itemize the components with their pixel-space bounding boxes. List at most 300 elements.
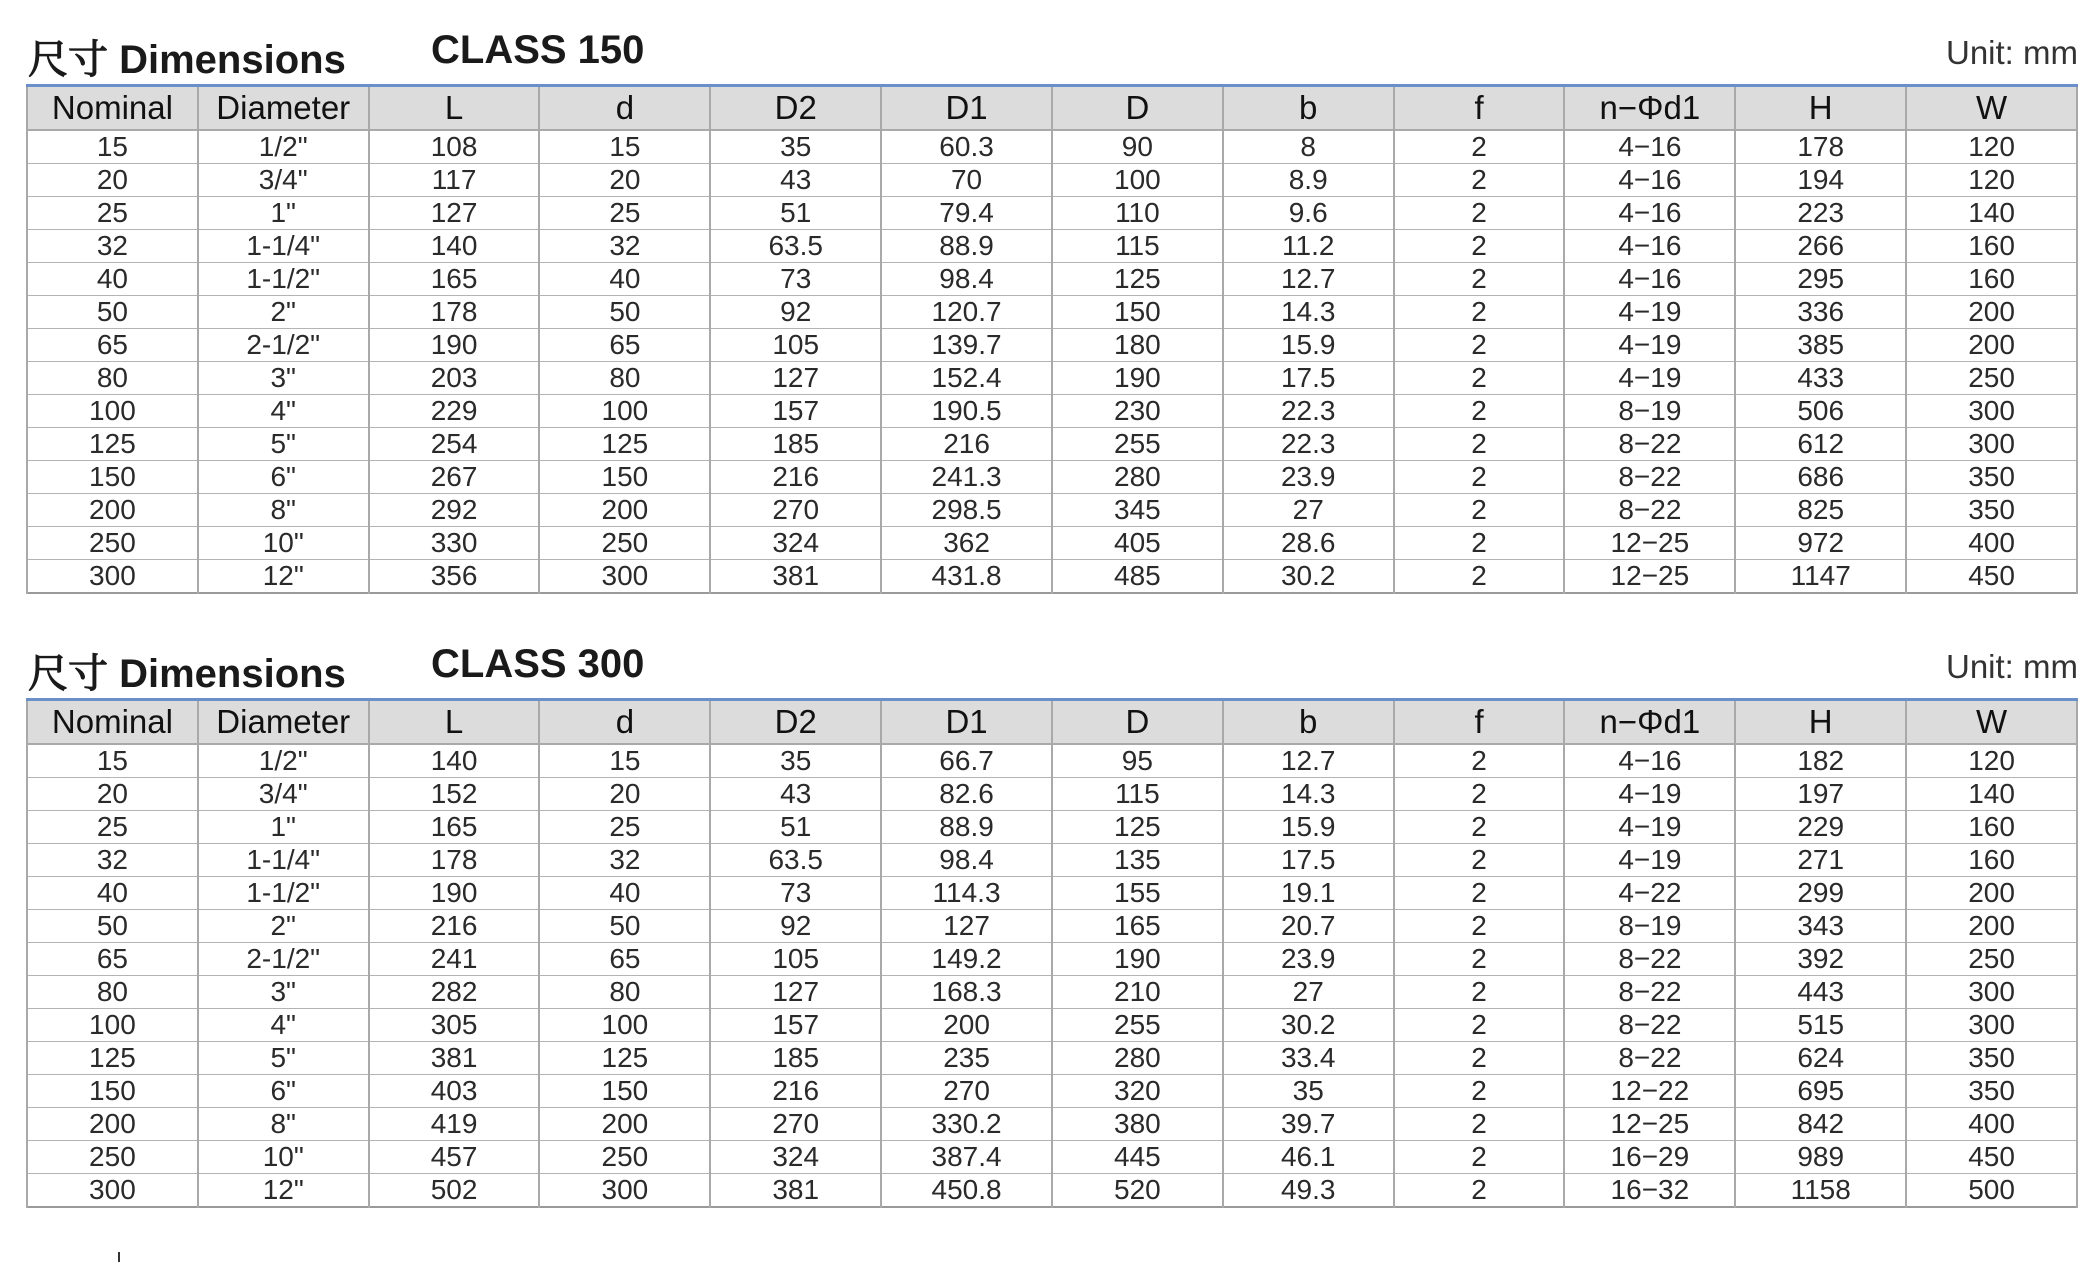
table-cell: 2 [1394, 778, 1565, 811]
table-cell: 92 [710, 296, 881, 329]
table-row [27, 296, 2077, 329]
table-cell: 125 [1052, 811, 1223, 844]
table-cell: 1-1/2" [198, 877, 369, 910]
column-header: Nominal [27, 86, 198, 131]
table-cell: 11.2 [1223, 230, 1394, 263]
table-cell: 8" [198, 1108, 369, 1141]
table-cell: 4−19 [1564, 844, 1735, 877]
table-cell: 300 [27, 560, 198, 594]
table-row [27, 778, 2077, 811]
table-cell: 1-1/2" [198, 263, 369, 296]
table-row [27, 1009, 2077, 1042]
table-cell: 139.7 [881, 329, 1052, 362]
table-cell: 400 [1906, 1108, 2077, 1141]
table-cell: 178 [1735, 130, 1906, 164]
table-cell: 12−25 [1564, 1108, 1735, 1141]
table-cell: 150 [539, 461, 710, 494]
table-cell: 8−19 [1564, 910, 1735, 943]
table-cell: 443 [1735, 976, 1906, 1009]
table-row [27, 329, 2077, 362]
table-row [27, 560, 2077, 594]
table-cell: 695 [1735, 1075, 1906, 1108]
table-cell: 300 [1906, 976, 2077, 1009]
column-header: Diameter [198, 86, 369, 131]
table-cell: 392 [1735, 943, 1906, 976]
table-cell: 3" [198, 976, 369, 1009]
table-row [27, 910, 2077, 943]
table-cell: 190 [1052, 362, 1223, 395]
table-cell: 4−16 [1564, 744, 1735, 778]
table-cell: 140 [369, 744, 540, 778]
table-row [27, 230, 2077, 263]
table-cell: 336 [1735, 296, 1906, 329]
table-cell: 140 [1906, 778, 2077, 811]
table-cell: 686 [1735, 461, 1906, 494]
table-cell: 43 [710, 164, 881, 197]
table-row [27, 1042, 2077, 1075]
table-cell: 8−22 [1564, 428, 1735, 461]
table-cell: 2 [1394, 428, 1565, 461]
table-cell: 972 [1735, 527, 1906, 560]
table-cell: 100 [1052, 164, 1223, 197]
table-cell: 255 [1052, 1009, 1223, 1042]
table-cell: 9.6 [1223, 197, 1394, 230]
table-cell: 216 [710, 1075, 881, 1108]
column-header: D [1052, 700, 1223, 745]
table-cell: 280 [1052, 1042, 1223, 1075]
table-cell: 2 [1394, 844, 1565, 877]
table-cell: 190 [1052, 943, 1223, 976]
table-cell: 1" [198, 197, 369, 230]
table-cell: 35 [710, 744, 881, 778]
table-cell: 180 [1052, 329, 1223, 362]
table-cell: 380 [1052, 1108, 1223, 1141]
column-header: L [369, 86, 540, 131]
table-cell: 2 [1394, 910, 1565, 943]
table-cell: 515 [1735, 1009, 1906, 1042]
table-cell: 229 [1735, 811, 1906, 844]
table-cell: 4−22 [1564, 877, 1735, 910]
table-cell: 25 [27, 811, 198, 844]
table-cell: 73 [710, 263, 881, 296]
table-cell: 30.2 [1223, 560, 1394, 594]
table-cell: 2 [1394, 1174, 1565, 1208]
table-row [27, 1174, 2077, 1208]
table-cell: 40 [27, 263, 198, 296]
table-cell: 115 [1052, 778, 1223, 811]
table-cell: 381 [710, 560, 881, 594]
table-cell: 2 [1394, 164, 1565, 197]
table-cell: 200 [1906, 877, 2077, 910]
table-cell: 3/4" [198, 164, 369, 197]
table-cell: 15.9 [1223, 329, 1394, 362]
table-cell: 1-1/4" [198, 844, 369, 877]
table-cell: 140 [1906, 197, 2077, 230]
table-cell: 8−19 [1564, 395, 1735, 428]
table-row [27, 943, 2077, 976]
table-cell: 356 [369, 560, 540, 594]
unit-label: Unit: mm [1946, 648, 2078, 685]
table-row [27, 494, 2077, 527]
table-cell: 4−19 [1564, 329, 1735, 362]
table-cell: 270 [881, 1075, 1052, 1108]
column-header: n−Φd1 [1564, 700, 1735, 745]
table-cell: 120.7 [881, 296, 1052, 329]
table-cell: 450.8 [881, 1174, 1052, 1208]
table-cell: 16−32 [1564, 1174, 1735, 1208]
table-cell: 299 [1735, 877, 1906, 910]
table-cell: 324 [710, 1141, 881, 1174]
table-cell: 4−19 [1564, 811, 1735, 844]
table-cell: 292 [369, 494, 540, 527]
table-cell: 40 [27, 877, 198, 910]
table-cell: 1158 [1735, 1174, 1906, 1208]
table-cell: 80 [539, 976, 710, 1009]
table-cell: 150 [1052, 296, 1223, 329]
table-row [27, 1075, 2077, 1108]
table-cell: 457 [369, 1141, 540, 1174]
table-cell: 190 [369, 877, 540, 910]
table-cell: 92 [710, 910, 881, 943]
table-cell: 300 [1906, 428, 2077, 461]
table-cell: 400 [1906, 527, 2077, 560]
table-cell: 12.7 [1223, 263, 1394, 296]
table-cell: 431.8 [881, 560, 1052, 594]
table-cell: 160 [1906, 844, 2077, 877]
table-cell: 2 [1394, 560, 1565, 594]
table-cell: 27 [1223, 976, 1394, 1009]
table-cell: 4" [198, 1009, 369, 1042]
table-cell: 17.5 [1223, 844, 1394, 877]
table-cell: 4−16 [1564, 130, 1735, 164]
table-row [27, 164, 2077, 197]
table-cell: 405 [1052, 527, 1223, 560]
table-cell: 223 [1735, 197, 1906, 230]
table-cell: 117 [369, 164, 540, 197]
table-row [27, 1108, 2077, 1141]
table-cell: 450 [1906, 1141, 2077, 1174]
table-cell: 160 [1906, 811, 2077, 844]
table-cell: 88.9 [881, 811, 1052, 844]
class-label: CLASS 300 [431, 642, 645, 686]
table-cell: 12−25 [1564, 560, 1735, 594]
table-cell: 241 [369, 943, 540, 976]
table-cell: 250 [27, 1141, 198, 1174]
table-cell: 8.9 [1223, 164, 1394, 197]
table-cell: 350 [1906, 1075, 2077, 1108]
table-row [27, 527, 2077, 560]
table-cell: 612 [1735, 428, 1906, 461]
table-cell: 10" [198, 527, 369, 560]
table-cell: 82.6 [881, 778, 1052, 811]
table-cell: 270 [710, 1108, 881, 1141]
table-cell: 324 [710, 527, 881, 560]
table-cell: 8−22 [1564, 494, 1735, 527]
table-cell: 15 [27, 130, 198, 164]
section-header [26, 22, 2078, 84]
table-cell: 155 [1052, 877, 1223, 910]
table-cell: 842 [1735, 1108, 1906, 1141]
table-cell: 433 [1735, 362, 1906, 395]
table-cell: 254 [369, 428, 540, 461]
table-cell: 12" [198, 1174, 369, 1208]
table-cell: 2 [1394, 877, 1565, 910]
table-cell: 22.3 [1223, 428, 1394, 461]
table-cell: 60.3 [881, 130, 1052, 164]
table-cell: 100 [27, 395, 198, 428]
table-cell: 33.4 [1223, 1042, 1394, 1075]
table-cell: 178 [369, 296, 540, 329]
table-cell: 165 [369, 263, 540, 296]
table-cell: 216 [881, 428, 1052, 461]
table-cell: 200 [27, 1108, 198, 1141]
table-row [27, 395, 2077, 428]
table-cell: 8" [198, 494, 369, 527]
column-header: W [1906, 86, 2077, 131]
dimensions-table [26, 84, 2078, 594]
table-cell: 200 [539, 494, 710, 527]
table-cell: 2 [1394, 494, 1565, 527]
table-cell: 73 [710, 877, 881, 910]
table-cell: 250 [1906, 362, 2077, 395]
table-cell: 98.4 [881, 844, 1052, 877]
table-cell: 50 [27, 910, 198, 943]
table-cell: 100 [539, 395, 710, 428]
table-cell: 95 [1052, 744, 1223, 778]
table-cell: 63.5 [710, 230, 881, 263]
table-cell: 79.4 [881, 197, 1052, 230]
dimensions-table [26, 698, 2078, 1208]
table-cell: 127 [710, 362, 881, 395]
table-cell: 135 [1052, 844, 1223, 877]
table-row [27, 844, 2077, 877]
section-title: 尺寸 Dimensions [28, 38, 346, 82]
table-cell: 50 [539, 910, 710, 943]
table-cell: 110 [1052, 197, 1223, 230]
table-cell: 165 [1052, 910, 1223, 943]
table-row [27, 461, 2077, 494]
table-cell: 250 [1906, 943, 2077, 976]
table-row [27, 1141, 2077, 1174]
table-cell: 2 [1394, 1075, 1565, 1108]
table-cell: 108 [369, 130, 540, 164]
table-cell: 65 [27, 943, 198, 976]
table-cell: 8−22 [1564, 1009, 1735, 1042]
table-cell: 12" [198, 560, 369, 594]
column-header: b [1223, 86, 1394, 131]
table-cell: 152 [369, 778, 540, 811]
table-cell: 250 [539, 1141, 710, 1174]
table-cell: 51 [710, 811, 881, 844]
table-cell: 1147 [1735, 560, 1906, 594]
table-cell: 15 [539, 130, 710, 164]
table-row [27, 362, 2077, 395]
table-cell: 15.9 [1223, 811, 1394, 844]
table-cell: 2 [1394, 744, 1565, 778]
table-row [27, 263, 2077, 296]
table-cell: 216 [710, 461, 881, 494]
column-header: D2 [710, 700, 881, 745]
table-cell: 2 [1394, 197, 1565, 230]
table-cell: 65 [539, 943, 710, 976]
table-cell: 200 [539, 1108, 710, 1141]
table-cell: 50 [539, 296, 710, 329]
table-cell: 140 [369, 230, 540, 263]
table-cell: 300 [1906, 395, 2077, 428]
table-cell: 25 [539, 811, 710, 844]
table-cell: 39.7 [1223, 1108, 1394, 1141]
table-cell: 295 [1735, 263, 1906, 296]
table-cell: 825 [1735, 494, 1906, 527]
class-label: CLASS 150 [431, 28, 645, 72]
table-cell: 4−16 [1564, 230, 1735, 263]
table-cell: 2-1/2" [198, 943, 369, 976]
table-cell: 8 [1223, 130, 1394, 164]
table-cell: 197 [1735, 778, 1906, 811]
page-edge-mark [118, 1252, 120, 1262]
table-cell: 298.5 [881, 494, 1052, 527]
table-cell: 32 [27, 230, 198, 263]
table-cell: 381 [369, 1042, 540, 1075]
table-cell: 160 [1906, 230, 2077, 263]
table-cell: 178 [369, 844, 540, 877]
table-cell: 125 [539, 428, 710, 461]
table-row [27, 744, 2077, 778]
table-cell: 1/2" [198, 130, 369, 164]
table-cell: 185 [710, 1042, 881, 1075]
table-cell: 127 [710, 976, 881, 1009]
table-cell: 4" [198, 395, 369, 428]
table-cell: 65 [27, 329, 198, 362]
table-cell: 2 [1394, 395, 1565, 428]
table-cell: 200 [1906, 910, 2077, 943]
table-cell: 190.5 [881, 395, 1052, 428]
table-cell: 17.5 [1223, 362, 1394, 395]
table-cell: 2 [1394, 130, 1565, 164]
table-cell: 8−22 [1564, 976, 1735, 1009]
table-cell: 15 [539, 744, 710, 778]
table-cell: 5" [198, 428, 369, 461]
table-cell: 210 [1052, 976, 1223, 1009]
table-cell: 362 [881, 527, 1052, 560]
table-cell: 100 [539, 1009, 710, 1042]
table-cell: 30.2 [1223, 1009, 1394, 1042]
table-cell: 241.3 [881, 461, 1052, 494]
table-cell: 506 [1735, 395, 1906, 428]
table-cell: 4−19 [1564, 778, 1735, 811]
table-cell: 8−22 [1564, 461, 1735, 494]
table-row [27, 877, 2077, 910]
table-cell: 255 [1052, 428, 1223, 461]
table-cell: 203 [369, 362, 540, 395]
table-cell: 51 [710, 197, 881, 230]
column-header: D1 [881, 86, 1052, 131]
table-cell: 160 [1906, 263, 2077, 296]
header-row [27, 86, 2077, 131]
table-cell: 32 [27, 844, 198, 877]
table-cell: 282 [369, 976, 540, 1009]
table-cell: 343 [1735, 910, 1906, 943]
table-cell: 120 [1906, 164, 2077, 197]
table-cell: 450 [1906, 560, 2077, 594]
table-cell: 35 [1223, 1075, 1394, 1108]
table-cell: 4−19 [1564, 296, 1735, 329]
table-cell: 165 [369, 811, 540, 844]
table-cell: 1-1/4" [198, 230, 369, 263]
table-cell: 2 [1394, 1042, 1565, 1075]
table-cell: 194 [1735, 164, 1906, 197]
table-cell: 300 [27, 1174, 198, 1208]
table-cell: 280 [1052, 461, 1223, 494]
table-cell: 2 [1394, 230, 1565, 263]
table-cell: 2 [1394, 943, 1565, 976]
table-cell: 6" [198, 461, 369, 494]
table-cell: 8−22 [1564, 943, 1735, 976]
table-cell: 2-1/2" [198, 329, 369, 362]
table-cell: 105 [710, 329, 881, 362]
table-cell: 2 [1394, 263, 1565, 296]
table-cell: 65 [539, 329, 710, 362]
table-cell: 168.3 [881, 976, 1052, 1009]
table-cell: 49.3 [1223, 1174, 1394, 1208]
table-row [27, 130, 2077, 164]
table-cell: 6" [198, 1075, 369, 1108]
table-cell: 3" [198, 362, 369, 395]
table-cell: 12−25 [1564, 527, 1735, 560]
table-cell: 345 [1052, 494, 1223, 527]
table-cell: 445 [1052, 1141, 1223, 1174]
table-cell: 32 [539, 230, 710, 263]
table-cell: 485 [1052, 560, 1223, 594]
table-cell: 115 [1052, 230, 1223, 263]
table-cell: 120 [1906, 130, 2077, 164]
table-cell: 1/2" [198, 744, 369, 778]
table-cell: 2 [1394, 296, 1565, 329]
table-cell: 3/4" [198, 778, 369, 811]
table-cell: 200 [27, 494, 198, 527]
table-cell: 50 [27, 296, 198, 329]
table-cell: 182 [1735, 744, 1906, 778]
column-header: f [1394, 700, 1565, 745]
table-cell: 22.3 [1223, 395, 1394, 428]
column-header: d [539, 86, 710, 131]
table-cell: 127 [881, 910, 1052, 943]
table-cell: 98.4 [881, 263, 1052, 296]
table-cell: 80 [27, 976, 198, 1009]
table-cell: 305 [369, 1009, 540, 1042]
table-cell: 989 [1735, 1141, 1906, 1174]
table-cell: 250 [27, 527, 198, 560]
table-cell: 4−19 [1564, 362, 1735, 395]
table-cell: 125 [1052, 263, 1223, 296]
table-cell: 350 [1906, 461, 2077, 494]
table-cell: 2 [1394, 461, 1565, 494]
table-cell: 12−22 [1564, 1075, 1735, 1108]
table-cell: 27 [1223, 494, 1394, 527]
table-cell: 200 [1906, 296, 2077, 329]
table-cell: 403 [369, 1075, 540, 1108]
table-cell: 157 [710, 395, 881, 428]
table-cell: 43 [710, 778, 881, 811]
table-cell: 114.3 [881, 877, 1052, 910]
table-cell: 150 [539, 1075, 710, 1108]
table-cell: 4−16 [1564, 164, 1735, 197]
table-cell: 25 [539, 197, 710, 230]
column-header: L [369, 700, 540, 745]
table-cell: 125 [27, 428, 198, 461]
table-cell: 14.3 [1223, 778, 1394, 811]
table-cell: 16−29 [1564, 1141, 1735, 1174]
